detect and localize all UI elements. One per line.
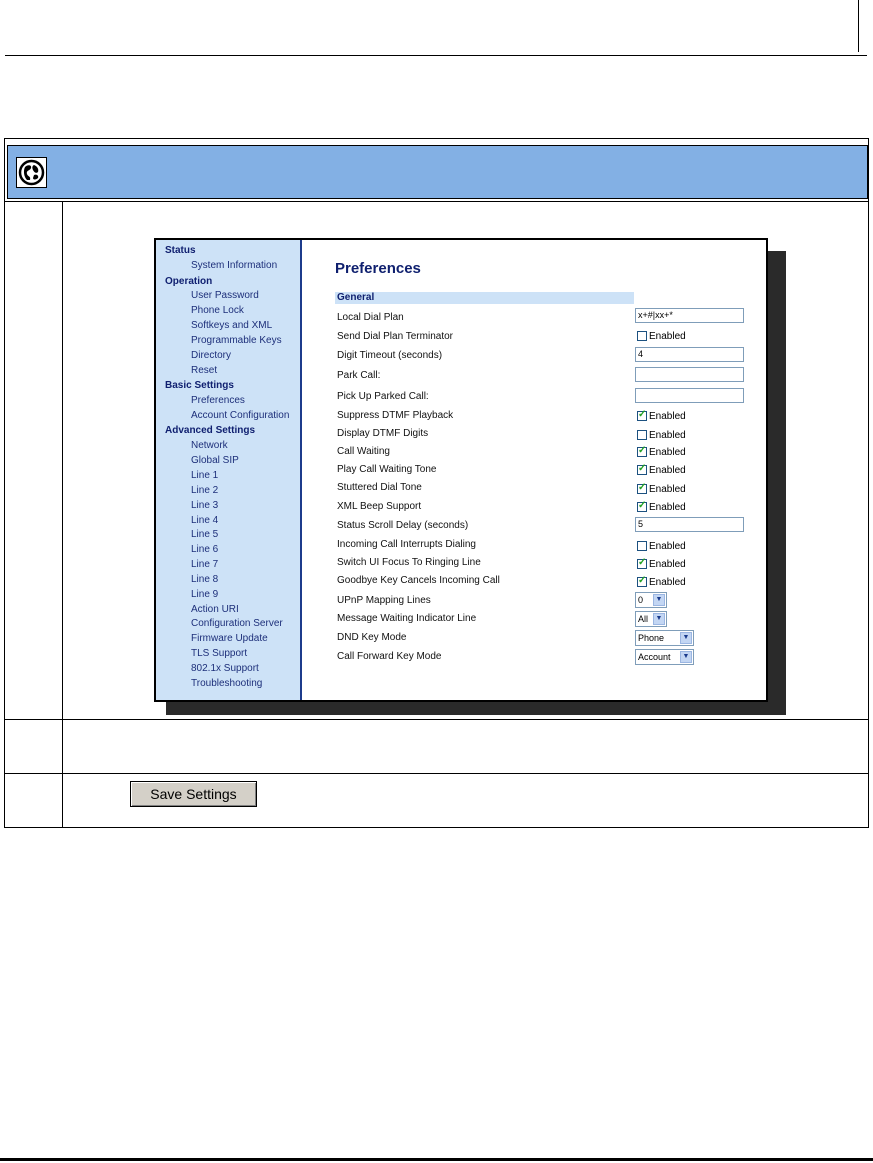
nav-item-line-3[interactable]: Line 3 <box>191 500 219 511</box>
suppress-dtmf-playback-checkbox[interactable] <box>637 411 686 423</box>
mwi-line-select[interactable] <box>635 611 667 627</box>
digit-timeout-input[interactable]: 4 <box>635 347 744 362</box>
checkbox-label: Enabled <box>649 541 686 552</box>
checkbox-label: Enabled <box>649 559 686 570</box>
nav-item-line-8[interactable]: Line 8 <box>191 574 219 585</box>
checkbox-checked[interactable] <box>637 447 647 457</box>
checkbox-label: Enabled <box>649 430 686 441</box>
call-waiting-checkbox[interactable] <box>637 447 686 459</box>
display-dtmf-digits-label: Display DTMF Digits <box>337 428 429 439</box>
checkbox-checked[interactable] <box>637 411 647 421</box>
select-value: Account <box>638 652 671 662</box>
row-divider <box>5 773 868 774</box>
local-dial-plan-label: Local Dial Plan <box>337 312 404 323</box>
switch-ui-focus-checkbox[interactable] <box>637 559 686 571</box>
checkbox-checked[interactable] <box>637 577 647 587</box>
dnd-key-mode-select[interactable] <box>635 630 694 646</box>
nav-item-user-password[interactable]: User Password <box>191 290 259 301</box>
suppress-dtmf-playback-label: Suppress DTMF Playback <box>337 410 454 421</box>
pick-up-parked-call-input[interactable] <box>635 388 744 403</box>
stuttered-dial-tone-label: Stuttered Dial Tone <box>337 482 422 493</box>
check-mark-icon: ✓ <box>638 445 647 456</box>
select-value: 0 <box>638 595 644 605</box>
nav-item-programmable-keys[interactable]: Programmable Keys <box>191 335 282 346</box>
local-dial-plan-input[interactable]: x+#|xx+* <box>635 308 744 323</box>
check-mark-icon: ✓ <box>638 409 647 420</box>
goodbye-key-cancels-checkbox[interactable] <box>637 577 686 589</box>
nav-item-line-4[interactable]: Line 4 <box>191 515 219 526</box>
check-mark-icon: ✓ <box>638 575 647 586</box>
nav-heading-advanced-settings: Advanced Settings <box>165 425 256 436</box>
chevron-down-icon[interactable]: ▼ <box>653 613 665 625</box>
nav-heading-basic-settings: Basic Settings <box>165 380 234 391</box>
nav-item-line-1[interactable]: Line 1 <box>191 470 219 481</box>
mwi-line-label: Message Waiting Indicator Line <box>337 613 477 624</box>
checkbox-checked[interactable] <box>637 502 647 512</box>
checkbox-label: Enabled <box>649 447 686 458</box>
nav-item-line-2[interactable]: Line 2 <box>191 485 219 496</box>
nav-item-tls-support[interactable]: TLS Support <box>191 648 248 659</box>
incoming-call-interrupts-dialing-label: Incoming Call Interrupts Dialing <box>337 539 476 550</box>
nav-item-line-9[interactable]: Line 9 <box>191 589 219 600</box>
chevron-down-icon[interactable]: ▼ <box>680 632 692 644</box>
play-call-waiting-tone-checkbox[interactable] <box>637 465 686 477</box>
page-title: Preferences <box>335 260 421 277</box>
nav-item-troubleshooting[interactable]: Troubleshooting <box>191 678 263 689</box>
upnp-mapping-lines-select[interactable] <box>635 592 667 608</box>
chevron-down-icon[interactable]: ▼ <box>680 651 692 663</box>
sidebar-nav <box>156 240 302 700</box>
nav-item-action-uri[interactable]: Action URI <box>191 604 239 615</box>
call-forward-key-mode-select[interactable] <box>635 649 694 665</box>
checkbox-checked[interactable] <box>637 465 647 475</box>
park-call-label: Park Call: <box>337 370 381 381</box>
checkbox-unchecked[interactable] <box>637 430 647 440</box>
goodbye-key-cancels-label: Goodbye Key Cancels Incoming Call <box>337 575 500 586</box>
nav-item-system-information[interactable]: System Information <box>191 260 278 271</box>
nav-item-line-7[interactable]: Line 7 <box>191 559 219 570</box>
page-edge-mark <box>858 0 859 52</box>
chevron-down-icon[interactable]: ▼ <box>653 594 665 606</box>
nav-item-account-configuration[interactable]: Account Configuration <box>191 410 290 421</box>
checkbox-label: Enabled <box>649 577 686 588</box>
status-scroll-delay-input[interactable]: 5 <box>635 517 744 532</box>
check-mark-icon: ✓ <box>638 557 647 568</box>
nav-item-preferences[interactable]: Preferences <box>191 395 245 406</box>
select-value: All <box>638 614 649 624</box>
status-scroll-delay-label: Status Scroll Delay (seconds) <box>337 520 469 531</box>
display-dtmf-digits-checkbox[interactable] <box>637 430 686 442</box>
nav-item-configuration-server[interactable]: Configuration Server <box>191 618 283 629</box>
select-value: Phone <box>638 633 665 643</box>
nav-item-8021x-support[interactable]: 802.1x Support <box>191 663 259 674</box>
nav-heading-operation: Operation <box>165 276 213 287</box>
stuttered-dial-tone-checkbox[interactable] <box>637 484 686 496</box>
nav-item-global-sip[interactable]: Global SIP <box>191 455 239 466</box>
checkbox-label: Enabled <box>649 331 686 342</box>
checkbox-label: Enabled <box>649 411 686 422</box>
nav-item-directory[interactable]: Directory <box>191 350 232 361</box>
nav-item-phone-lock[interactable]: Phone Lock <box>191 305 244 316</box>
web-ui-screenshot <box>154 238 768 702</box>
procedure-header <box>7 145 868 199</box>
upnp-mapping-lines-label: UPnP Mapping Lines <box>337 595 431 606</box>
xml-beep-support-label: XML Beep Support <box>337 501 422 512</box>
checkbox-label: Enabled <box>649 484 686 495</box>
xml-beep-support-checkbox[interactable] <box>637 502 686 514</box>
incoming-call-interrupts-dialing-checkbox[interactable] <box>637 541 686 553</box>
row-divider <box>5 201 868 202</box>
check-mark-icon: ✓ <box>638 482 647 493</box>
nav-item-softkeys-xml[interactable]: Softkeys and XML <box>191 320 273 331</box>
call-waiting-label: Call Waiting <box>337 446 390 457</box>
section-header-general: General <box>335 292 634 304</box>
checkbox-label: Enabled <box>649 502 686 513</box>
step-column-divider <box>62 201 63 828</box>
send-dial-plan-terminator-checkbox[interactable] <box>637 331 686 343</box>
park-call-input[interactable] <box>635 367 744 382</box>
checkbox-label: Enabled <box>649 465 686 476</box>
row-divider <box>5 719 868 720</box>
checkbox-unchecked[interactable] <box>637 541 647 551</box>
switch-ui-focus-label: Switch UI Focus To Ringing Line <box>337 557 481 568</box>
globe-icon <box>16 157 47 188</box>
checkbox-unchecked[interactable] <box>637 331 647 341</box>
nav-item-network[interactable]: Network <box>191 440 228 451</box>
checkbox-checked[interactable] <box>637 559 647 569</box>
nav-item-firmware-update[interactable]: Firmware Update <box>191 633 268 644</box>
footer-rule <box>0 1158 873 1161</box>
play-call-waiting-tone-label: Play Call Waiting Tone <box>337 464 437 475</box>
nav-item-line-6[interactable]: Line 6 <box>191 544 219 555</box>
pick-up-parked-call-label: Pick Up Parked Call: <box>337 391 429 402</box>
save-settings-button[interactable]: Save Settings <box>130 781 257 807</box>
send-dial-plan-terminator-label: Send Dial Plan Terminator <box>337 331 453 342</box>
call-forward-key-mode-label: Call Forward Key Mode <box>337 651 442 662</box>
digit-timeout-label: Digit Timeout (seconds) <box>337 350 443 361</box>
dnd-key-mode-label: DND Key Mode <box>337 632 407 643</box>
nav-item-reset[interactable]: Reset <box>191 365 218 376</box>
header-rule <box>5 55 867 56</box>
checkbox-checked[interactable] <box>637 484 647 494</box>
nav-heading-status: Status <box>165 245 196 256</box>
check-mark-icon: ✓ <box>638 463 647 474</box>
nav-item-line-5[interactable]: Line 5 <box>191 529 219 540</box>
preferences-panel <box>303 240 764 700</box>
check-mark-icon: ✓ <box>638 500 647 511</box>
